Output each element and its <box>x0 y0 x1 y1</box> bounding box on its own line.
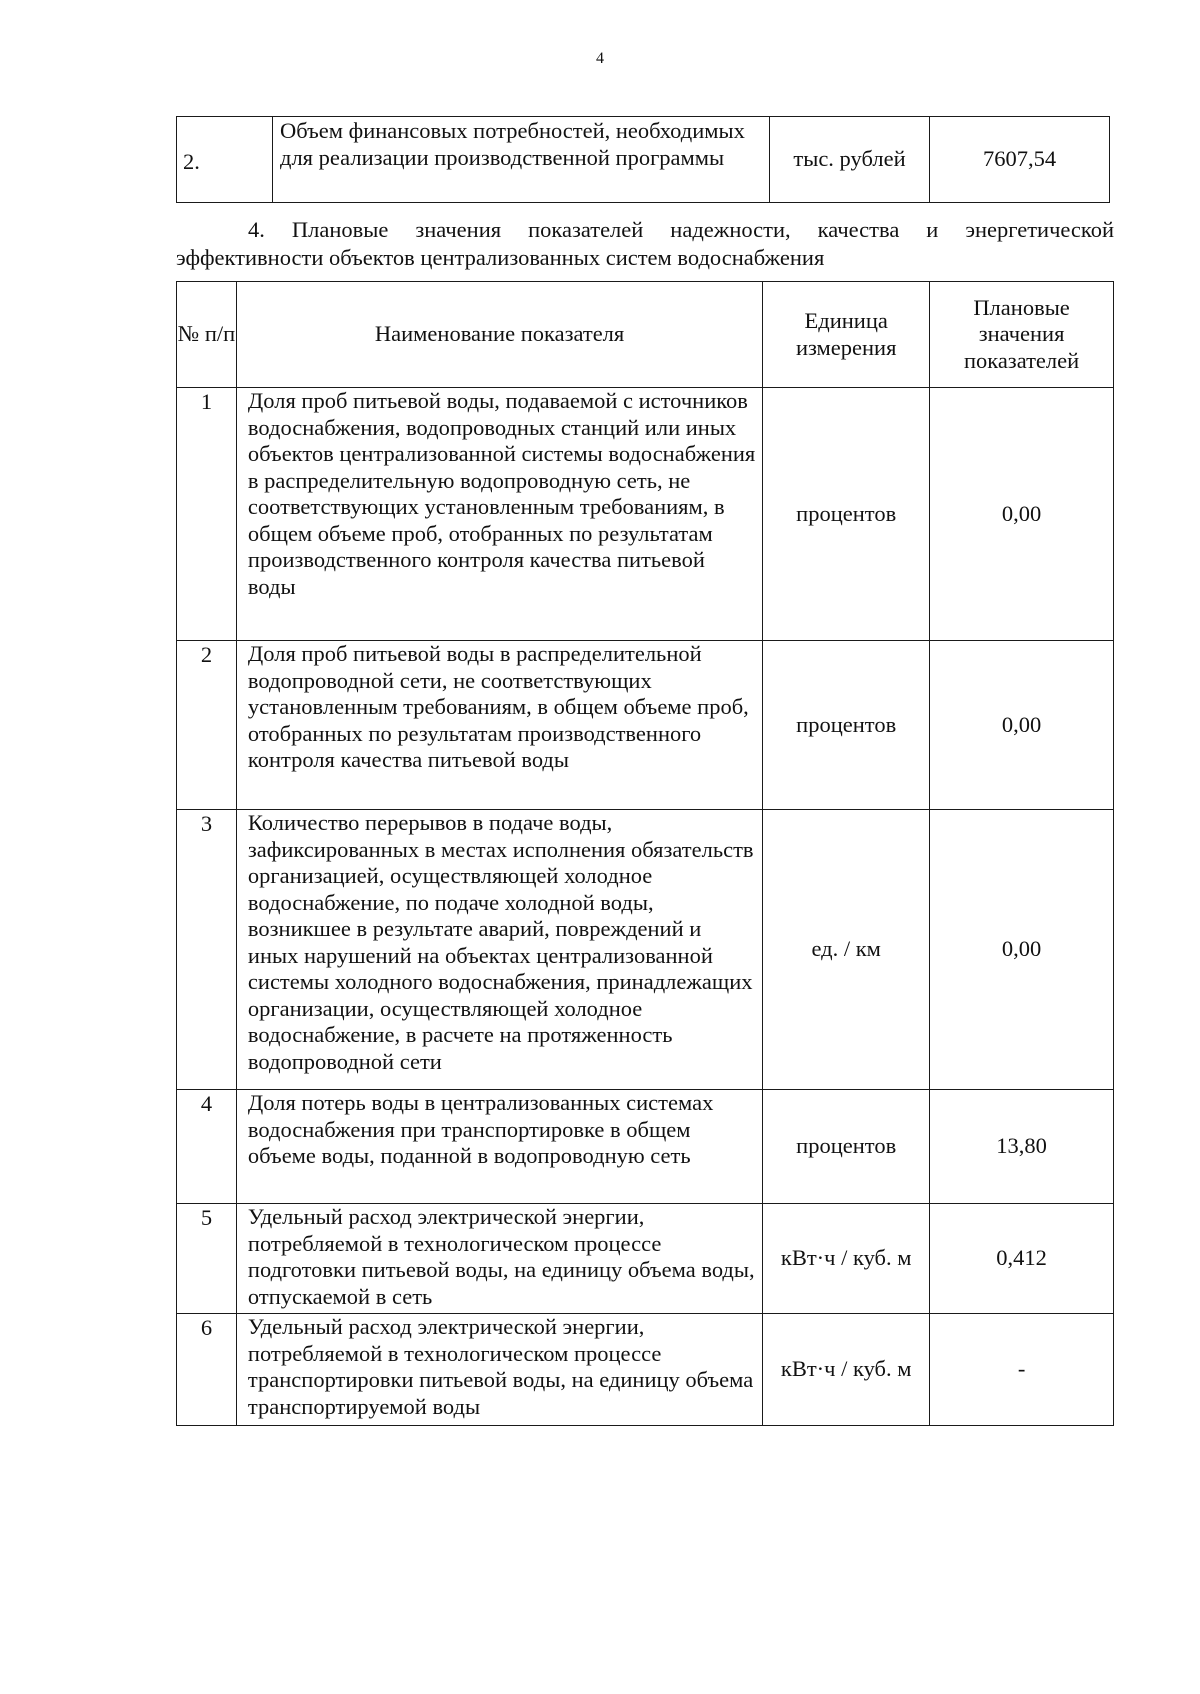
section-heading-text: 4. Плановые значения показателей надежности, качества и энергетической эффективности объектов централизованных систем водоснабжения <box>176 217 1114 270</box>
financial-needs-table <box>176 116 1110 203</box>
table-row <box>177 641 1114 810</box>
table-row <box>177 1090 1114 1204</box>
table-row <box>177 388 1114 641</box>
row-unit: процентов <box>763 641 930 810</box>
row-number: 6 <box>177 1314 237 1426</box>
table-row <box>177 1314 1114 1426</box>
header-number <box>177 282 237 388</box>
page-number: 4 <box>596 50 604 67</box>
row-name: Удельный расход электрической энергии, потребляемой в технологическом процессе подготовки питьевой воды, на единицу объема воды, отпускаемой в сеть <box>236 1204 762 1314</box>
row-name: Удельный расход электрической энергии, потребляемой в технологическом процессе транспортировки питьевой воды, на единицу объема транспортируемой воды <box>236 1314 762 1426</box>
header-number-label: № п/п <box>177 321 236 347</box>
row-value: 13,80 <box>930 1090 1114 1204</box>
header-unit: Единица измерения <box>763 282 930 388</box>
row-number: 4 <box>177 1090 237 1204</box>
row-value: 0,00 <box>930 388 1114 641</box>
table-row <box>177 1204 1114 1314</box>
row-name: Количество перерывов в подаче воды, зафиксированных в местах исполнения обязательств организацией, осуществляющей холодное водоснабжение, по подаче холодной воды, возникшее в результате аварий, повреждений и иных нарушений на объектах централизованной системы холодного водоснабжения, принадлежащих организации, осуществляющей холодное водоснабжение, в расчете на протяженность водопроводной сети <box>236 810 762 1090</box>
row-unit: процентов <box>763 1090 930 1204</box>
row-number: 5 <box>177 1204 237 1314</box>
indicators-table <box>176 281 1114 1426</box>
row-value: - <box>930 1314 1114 1426</box>
row-unit: ед. / км <box>763 810 930 1090</box>
row-value: 0,00 <box>930 810 1114 1090</box>
row-unit: кВт·ч / куб. м <box>763 1314 930 1426</box>
row-value: 0,412 <box>930 1204 1114 1314</box>
row-number: 2 <box>177 641 237 810</box>
row-name: Доля проб питьевой воды в распределительной водопроводной сети, не соответствующих установленным требованиям, в общем объеме проб, отобранных по результатам производственного контроля качества питьевой воды <box>236 641 762 810</box>
row-name: Объем финансовых потребностей, необходимых для реализации производственной программы <box>273 117 770 203</box>
row-name: Доля проб питьевой воды, подаваемой с источников водоснабжения, водопроводных станций или иных объектов централизованной системы водоснабжения в распределительную водопроводную сеть, не соответствующих установленным требованиям, в общем объеме проб, отобранных по результатам производственного контроля качества питьевой воды <box>236 388 762 641</box>
row-unit: кВт·ч / куб. м <box>763 1204 930 1314</box>
header-value: Плановые значения показателей <box>930 282 1114 388</box>
table-row <box>177 810 1114 1090</box>
row-value: 7607,54 <box>930 117 1110 203</box>
section-heading <box>176 216 1114 272</box>
table-header-row <box>177 282 1114 388</box>
row-value: 0,00 <box>930 641 1114 810</box>
header-name: Наименование показателя <box>236 282 762 388</box>
row-number: 3 <box>177 810 237 1090</box>
row-number: 2. <box>177 117 273 203</box>
row-number: 1 <box>177 388 237 641</box>
row-name: Доля потерь воды в централизованных системах водоснабжения при транспортировке в общем объеме воды, поданной в водопроводную сеть <box>236 1090 762 1204</box>
table-row <box>177 117 1110 203</box>
row-unit: процентов <box>763 388 930 641</box>
row-unit: тыс. рублей <box>770 117 930 203</box>
